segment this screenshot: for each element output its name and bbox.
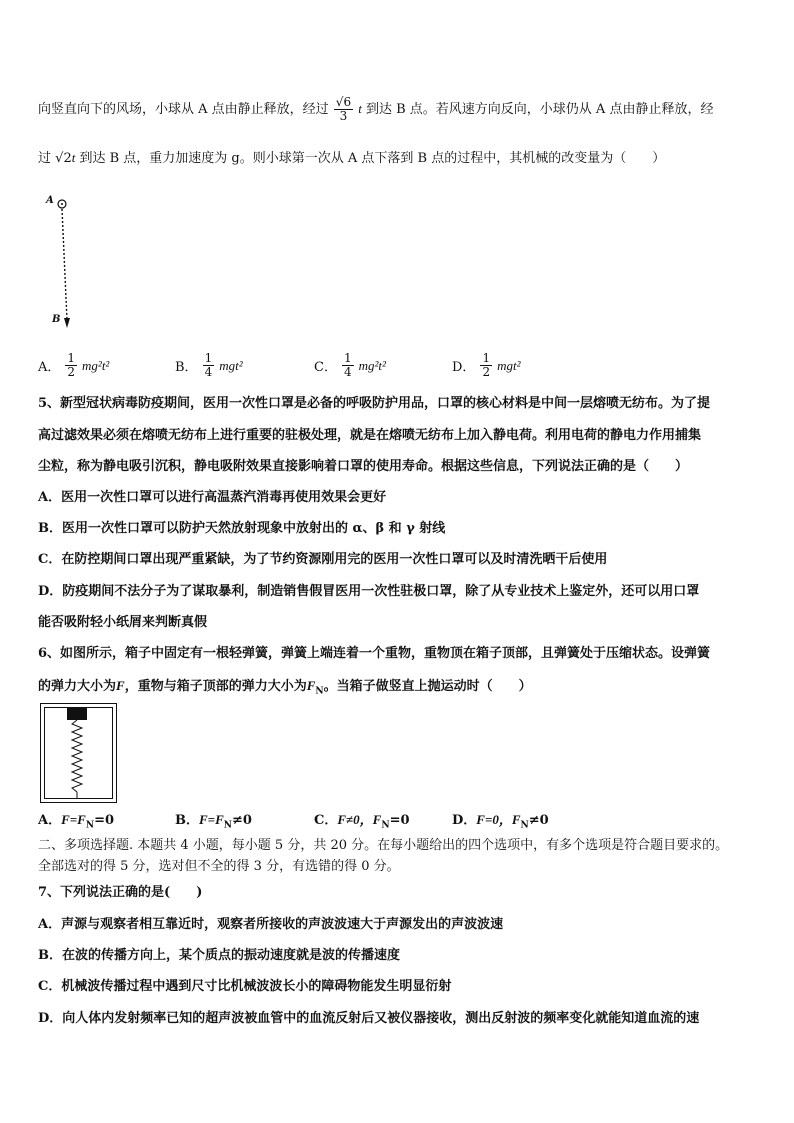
q7-option-d: D．向人体内发射频率已知的超声波被血管中的血流反射后又被仪器接收，测出反射波的频率变化就能知道血流的速 bbox=[38, 1011, 700, 1026]
label-b: B bbox=[52, 314, 61, 325]
spring-icon bbox=[72, 720, 82, 792]
q5-option-b: B．医用一次性口罩可以防护天然放射现象中放射出的 α、β 和 γ 射线 bbox=[38, 521, 446, 536]
q7-option-c: C．机械波传播过程中遇到尺寸比机械波波长小的障碍物能发生明显衍射 bbox=[38, 979, 452, 994]
q4-option-b: B． $\frac{1}{4}$ mgt² bbox=[175, 351, 243, 379]
q6-box-figure bbox=[40, 703, 117, 803]
q7-option-b: B．在波的传播方向上，某个质点的振动速度就是波的传播速度 bbox=[38, 948, 400, 963]
q5-stem-line-2: 高过滤效果必须在熔喷无纺布上进行重要的驻极处理，就是在熔喷无纺布上加入静电荷。利用电荷的静电力作用捕集 bbox=[38, 428, 702, 443]
weight-block bbox=[67, 708, 87, 720]
q6-option-d: D．F=0，$F_N\ne 0$ bbox=[452, 812, 549, 831]
q5-stem-line-1: 5、新型冠状病毒防疫期间，医用一次性口罩是必备的呼吸防护用品，口罩的核心材料是中间一层熔喷无纺布。为了提 bbox=[38, 396, 711, 411]
arrow-head-icon bbox=[64, 318, 70, 328]
q4-line1-text-b: 到达 B 点。若风速方向反向，小球仍从 A 点由静止释放，经 bbox=[365, 102, 714, 117]
q4-line-1 bbox=[38, 96, 713, 123]
section-2-heading-line-1: 二、多项选择题. 本题共 4 小题，每小题 5 分，共 20 分。在每小题给出的四个选项中，有多个选项是符合题目要求的。 bbox=[38, 838, 729, 853]
q4-figure bbox=[40, 192, 100, 342]
q4-time-fraction bbox=[334, 96, 353, 123]
q4-option-a: A． $\frac{1}{2}$ mg²t² bbox=[38, 351, 110, 379]
q4-line2-text-b: 到达 B 点，重力加速度为 g。则小球第一次从 A 点下落到 B 点的过程中，其机械的改变量为（ ） bbox=[79, 151, 666, 166]
label-a: A bbox=[46, 195, 54, 206]
time-variable: t bbox=[358, 101, 362, 116]
q6-option-b: B．$F=F_N\ne 0$ bbox=[175, 812, 252, 831]
dotted-path bbox=[62, 209, 67, 320]
q5-stem-line-3: 尘粒，称为静电吸引沉积，静电吸附效果直接影响着口罩的使用寿命。根据这些信息，下列说法正确的是（ ） bbox=[38, 459, 689, 474]
q4-line2-text-a: 过 bbox=[38, 151, 52, 166]
q5-option-d-line-2: 能否吸附轻小纸屑来判断真假 bbox=[38, 615, 208, 630]
q7-option-a: A．声源与观察者相互靠近时，观察者所接收的声波波速大于声源发出的声波波速 bbox=[38, 917, 504, 932]
q5-option-c: C．在防控期间口罩出现严重紧缺，为了节约资源刚用完的医用一次性口罩可以及时清洗晒干后使用 bbox=[38, 552, 608, 567]
q6-stem-line-2: 的弹力大小为F，重物与箱子顶部的弹力大小为$F_N$。当箱子做竖直上抛运动时（ ） bbox=[38, 678, 532, 697]
fraction-numerator: √6 bbox=[335, 95, 352, 109]
time-variable: t bbox=[71, 150, 76, 165]
q4-option-d: D． $\frac{1}{2}$ mgt² bbox=[452, 351, 521, 379]
q5-option-a: A．医用一次性口罩可以进行高温蒸汽消毒再使用效果会更好 bbox=[38, 490, 387, 505]
q6-option-a: A．$F=F_N=0$ bbox=[38, 812, 115, 831]
q4-line1-text-a: 向竖直向下的风场，小球从 A 点由静止释放，经过 bbox=[38, 102, 329, 117]
q5-option-d-line-1: D．防疫期间不法分子为了谋取暴利，制造销售假冒医用一次性驻极口罩，除了从专业技术上鉴定外，还可以用口罩 bbox=[38, 584, 700, 599]
q4-line-2 bbox=[38, 150, 665, 167]
fall-path-diagram bbox=[40, 192, 100, 342]
q6-option-c: C．F≠0，$F_N=0$ bbox=[314, 812, 410, 831]
spring-box-diagram bbox=[40, 703, 117, 803]
sqrt-two: √2 bbox=[55, 151, 72, 166]
force-fn: F bbox=[306, 678, 316, 693]
q4-option-c: C． $\frac{1}{4}$ mg²t² bbox=[314, 351, 386, 379]
q7-stem: 7、下列说法正确的是( ) bbox=[38, 885, 203, 900]
force-f: F bbox=[116, 678, 125, 693]
q6-stem-line-1: 6、如图所示，箱子中固定有一根轻弹簧，弹簧上端连着一个重物，重物顶在箱子顶部，且弹簧处于压缩状态。设弹簧 bbox=[38, 646, 711, 661]
fraction-denominator: 3 bbox=[339, 109, 348, 123]
section-2-heading-line-2: 全部选对的得 5 分，选对但不全的得 3 分，有选错的得 0 分。 bbox=[38, 859, 400, 874]
